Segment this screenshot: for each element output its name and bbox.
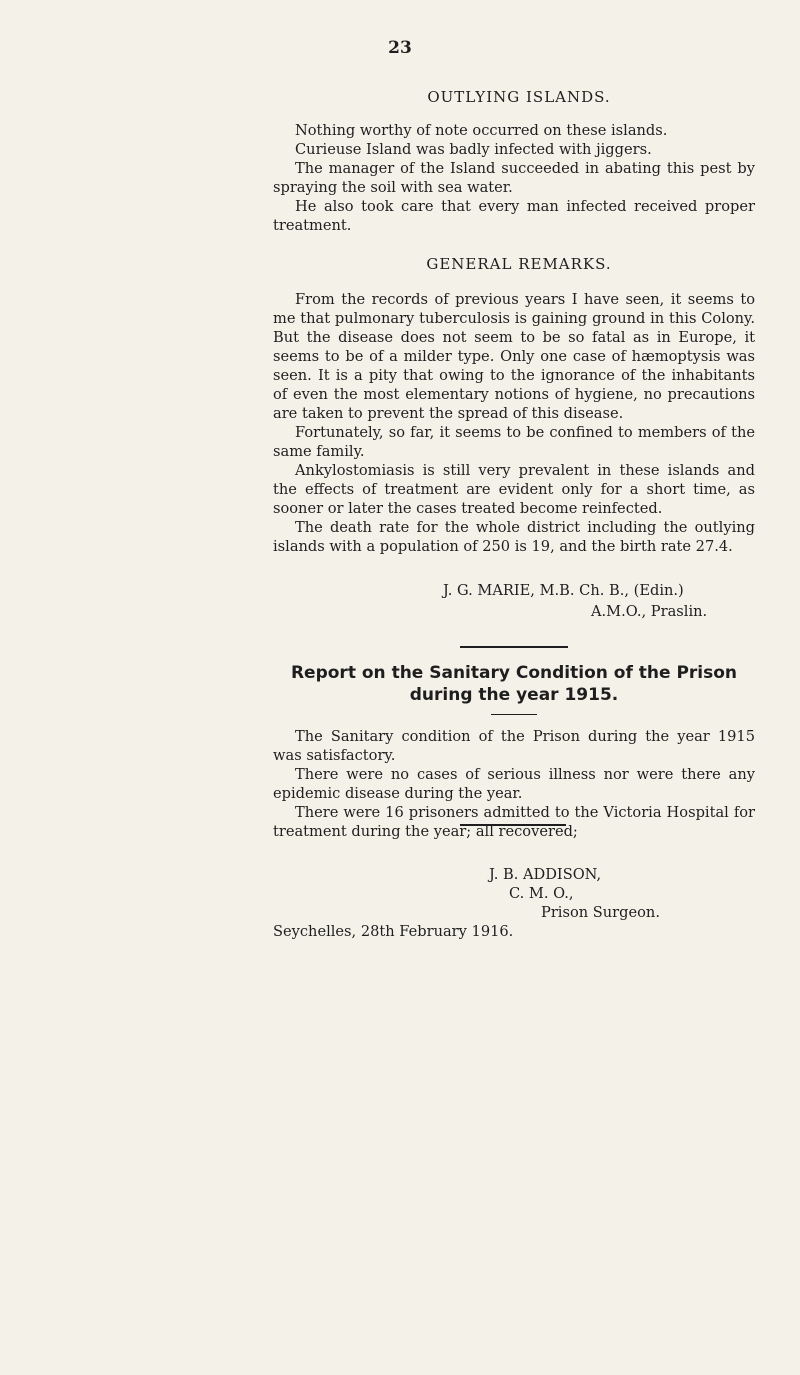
report-title (273, 662, 755, 706)
signature-name: J. G. MARIE, M.B. Ch. B., (Edin.) (443, 582, 684, 599)
report-title-line: Report on the Sanitary Condition of the Prison (290, 663, 738, 683)
paragraph: Nothing worthy of note occurred on these islands. (295, 122, 668, 139)
section-divider (460, 646, 568, 648)
general-remarks-heading: GENERAL REMARKS. (426, 255, 612, 273)
paragraph: There were no cases of serious illness nor were there any epidemic disease during the year. (273, 766, 755, 802)
paragraph: From the records of previous years I have seen, it seems to me that pulmonary tuberculosis is gaining ground in this Colony. But the disease does not seem to be so fatal as in Europe, it seems to be of a milder type. Only one case of hæmoptysis was seen. It is a pity that owing to the ignorance of the inhabitants of even the most elementary notions of hygiene, no precautions are taken to prevent the spread of this disease. (273, 291, 755, 422)
signature-addison (273, 865, 755, 922)
paragraph: He also took care that every man infected received proper treatment. (273, 198, 755, 234)
signature-marie (273, 580, 755, 622)
signature-role: Prison Surgeon. (541, 904, 660, 921)
signature-title: A.M.O., Praslin. (591, 603, 708, 620)
title-underline (491, 714, 537, 715)
paragraph: Ankylostomiasis is still very prevalent in these islands and the effects of treatment are evident only for a short time, as sooner or later the cases treated become reinfected. (273, 462, 755, 517)
paragraph: The death rate for the whole district including the outlying islands with a population of 250 is 19, and the birth rate 27.4. (273, 519, 755, 555)
text-column (273, 88, 755, 941)
page-number: 23 (388, 38, 412, 58)
paragraph: There were 16 prisoners admitted to the Victoria Hospital for treatment during the year; all recovered; (273, 804, 755, 840)
signature-name: J. B. ADDISON, (489, 866, 602, 883)
paragraph: Fortunately, so far, it seems to be confined to members of the same family. (273, 424, 755, 460)
paragraph: Curieuse Island was badly infected with jiggers. (295, 141, 652, 158)
outlying-islands-heading: OUTLYING ISLANDS. (427, 88, 611, 106)
end-rule (460, 824, 566, 826)
report-title-line: during the year 1915. (409, 685, 619, 705)
paragraph: The manager of the Island succeeded in abating this pest by spraying the soil with sea water. (273, 160, 755, 196)
signature-title: C. M. O., (509, 885, 574, 902)
paragraph: The Sanitary condition of the Prison during the year 1915 was satisfactory. (273, 728, 755, 764)
place-date: Seychelles, 28th February 1916. (273, 923, 514, 940)
